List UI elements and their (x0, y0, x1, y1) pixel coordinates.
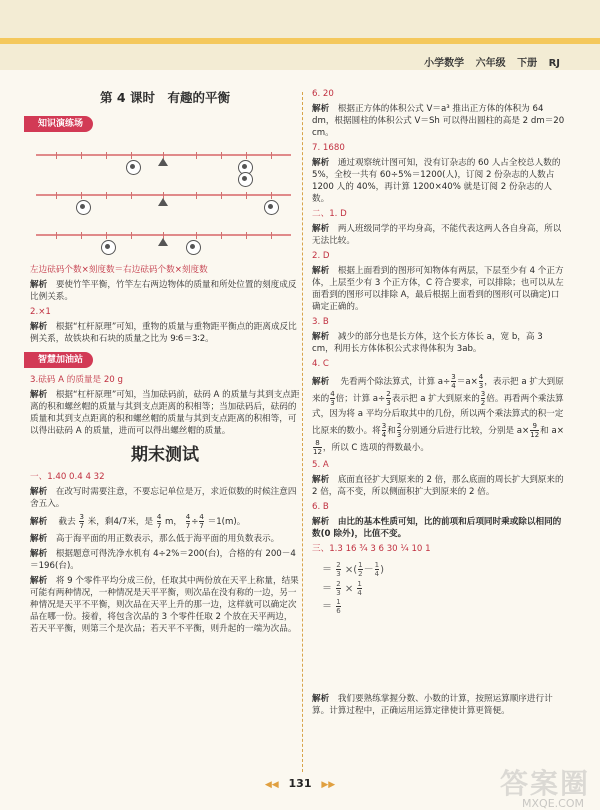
calc-work-area: ＝ $\frac{2}{3}$ ×( $\frac{1}{2}$ － $\frac{1}{4}$ ) ＝ $\frac{2}{3}$ × $\frac{1}{4}$ ＝ $\frac{1}{6}$ (322, 561, 384, 615)
weight-icon (126, 160, 141, 175)
fraction: $\frac{3}{2}$ (480, 390, 486, 407)
header-grade: 六年级 (475, 58, 506, 69)
left-column: 第 4 课时 有趣的平衡 知识演练场 左边砝码个数×刻度数＝右边砝码个数×刻度数 解析 要使竹竿平衡，竹竿左右两边物体的质量和所处位置的刻度成反比例关系。 2.×1 解析 根据“杠杆原理”可知，重物的质量与重物距平衡点的距离成反比例关系，故铁块和石块的质量之比为 9∶6＝3∶2。 智慧加油站 3.砝码 A 的质量是 20 g 解析 根据“杠杆原理”可知，当加砝码前，砝码 A 的质量与其到支点距离的积和螺丝帽的质量与其到支点距离的积相等；当加砝码后，砝码的质量和其到支点距离的积和螺丝帽的质量与其到支点距离的积相等，可以得出砝码 A 的质量，进而可以得出螺丝帽的质量。 期末测试 一、1.40 0.4 4 32 解析 在改写时需要注意，不要忘记单位是万，求近似数的时候注意四舍五入。 解析 截去 $\frac{3}{7}$ 米，剩4/7米，是 $\frac{4}{7}$ m， $\frac{4}{7}$ ÷ $\frac{4}{7}$ ＝1(m)。 解析 高于海平面的用正数表示，那么低于海平面的用负数表示。 解析 根据题意可得洗净水机有 4÷2%＝200(台)，合格的有 200－4＝196(台)。 解析 将 9 个零件平均分成三份，任取其中两份放在天平上称量，结果可能有两种情况，一种情况是天平平衡，则次品在没有称的一边，另一种情况是天平不平衡，则次品在天平上升的那一边，这样就可以确定次品在哪一份。接着，将包含次品的 3 个零件任取 2 个放在天平两边，若天平平衡，则第三个是次品；若天平不平衡，则升起的一端为次品。 (30, 88, 300, 638)
calc-answer: 三、1.3 16 ¾ 3 6 30 ¼ 10 1 (312, 544, 431, 554)
q10-answer: 3. B (312, 317, 329, 327)
fraction: $\frac{2}{3}$ (386, 390, 391, 407)
q12-answer: 5. A (312, 460, 329, 470)
section-banner-boost: 智慧加油站 (24, 352, 93, 368)
q3-analysis: 根据“杠杆原理”可知，当加砝码前，砝码 A 的质量与其到支点距离的积和螺丝帽的质量与其到支点距离的积相等；当加砝码后，砝码的质量和其到支点距离的积和螺丝帽的质量与其到支点距离的积相等，可以得出砝码 A 的质量，进而可以得出螺丝帽的质量。 (30, 390, 300, 436)
fraction: $\frac{3}{7}$ (79, 513, 84, 530)
q8-analysis: 两人班级同学的平均身高，不能代表这两人各自身高，所以无法比较。 (312, 224, 562, 246)
fraction: $\frac{3}{4}$ (381, 422, 387, 439)
lesson-title: 第 4 课时 有趣的平衡 (100, 90, 230, 105)
q13-analysis: 由比的基本性质可知，比的前项和后项同时乘或除以相同的数(0 除外)，比值不变。 (312, 517, 562, 539)
page-number-text: 131 (288, 777, 312, 790)
lever-3 (36, 234, 291, 236)
top-stripe (0, 38, 600, 44)
e2-text: 米，剩4/7米，是 (87, 517, 154, 527)
watermark-logo: 答案圈 (499, 767, 590, 800)
pivot-icon (158, 238, 168, 246)
fraction: $\frac{4}{3}$ (478, 373, 484, 390)
e5-analysis: 将 9 个零件平均分成三份，任取其中两份放在天平上称量，结果可能有两种情况，一种情况是天平平衡，则次品在没有称的一边，另一种情况是天平不平衡，则次品在天平上升的那一边，这样就可以确定次品在哪一份。接着，将包含次品的 3 个零件任取 2 个放在天平两边，若天平平衡，则第三个是次品；若天平不平衡，则升起的一端为次品。 (30, 576, 299, 634)
e2-text: m， (165, 517, 182, 527)
q3-answer: 3.砝码 A 的质量是 20 g (30, 375, 123, 385)
e2-text: 截去 (58, 517, 76, 527)
page-header (416, 54, 560, 69)
q7-analysis: 通过观察统计图可知，没有订杂志的 60 人占全校总人数的 5%，全校一共有 60÷5%＝1200(人)，订阅 2 份杂志的人数占 1200 人的 40%，再计算 1200×40% 就是订阅 2 份杂志的人数。 (312, 158, 561, 204)
q2-analysis: 根据“杠杆原理”可知，重物的质量与重物距平衡点的距离成反比例关系，故铁块和石块的质量之比为 9∶6＝3∶2。 (30, 322, 297, 344)
lever-diagrams (30, 138, 300, 260)
e1-answer: 一、1.40 0.4 4 32 (30, 472, 105, 482)
fraction: $\frac{4}{7}$ (199, 513, 204, 530)
q2-answer: 2.×1 (30, 307, 51, 317)
pivot-icon (158, 158, 168, 166)
weight-icon (186, 240, 201, 255)
lever-1 (36, 154, 291, 156)
weight-icon (101, 240, 116, 255)
q9-answer: 2. D (312, 251, 330, 261)
fraction: $\frac{4}{7}$ (156, 513, 162, 530)
e4-analysis: 根据题意可得洗净水机有 4÷2%＝200(台)，合格的有 200－4＝196(台)。 (30, 549, 296, 571)
q10-analysis: 减少的部分也是长方体，这个长方体长 a，宽 b，高 3 cm，利用长方体体积公式求得体积为 3ab。 (312, 332, 543, 354)
fraction: $\frac{3}{4}$ (451, 373, 456, 390)
header-subject: 小学数学 (424, 58, 465, 69)
q9-analysis: 根据上面看到的图形可知物体有两层，下层至少有 4 个正方体，上层至少有 3 个正方体，C 符合要求，可以排除；也可以从左面看到的图形可以排除 A，最后根据上面看到的图形(可以确定)口确定正确的。 (312, 266, 564, 312)
header-edition: RJ (548, 58, 560, 69)
header-volume: 下册 (517, 58, 538, 69)
watermark-url: MXQE.COM (522, 797, 584, 810)
q1-analysis: 要使竹竿平衡，竹竿左右两边物体的质量和所处位置的刻度成反比例关系。 (30, 280, 297, 302)
q13-answer: 6. B (312, 502, 329, 512)
q8-answer: 二、1. D (312, 209, 347, 219)
weight-icon (264, 200, 279, 215)
section-banner-practice: 知识演练场 (24, 116, 93, 132)
lever-2 (36, 194, 291, 196)
pivot-icon (158, 198, 168, 206)
weight-icon (238, 172, 253, 187)
fraction: $\frac{4}{3}$ (330, 390, 335, 407)
fraction: $\frac{9}{12}$ (530, 422, 540, 439)
fraction: $\frac{2}{3}$ (396, 422, 402, 439)
fraction: $\frac{4}{7}$ (185, 513, 191, 530)
q1-note: 左边砝码个数×刻度数＝右边砝码个数×刻度数 (30, 265, 208, 275)
right-column: 6. 20 解析 根据正方体的体积公式 V＝a³ 推出正方体的体积为 64 dm，根据圆柱的体积公式 V＝Sh 可以得出圆柱的高是 2 dm＝20 cm。 7. 1680 解析 通过观察统计图可知，没有订杂志的 60 人占全校总人数的 5%，全校一共有 60÷5%＝1200(人)，订阅 2 份杂志的人数占 1200 人的 40%，再计算 1200×40% 就是订阅 2 份杂志的人数。 二、1. D 解析 两人班级同学的平均身高，不能代表这两人各自身高，所以无法比较。 2. D 解析 根据上面看到的图形可知物体有两层，下层至少有 4 个正方体，上层至少有 3 个正方体，C 符合要求，可以排除；也可以从左面看到的图形可以排除 A，最后根据上面看到的图形(可以确定)口确定正确的。 3. B 解析 减少的部分也是长方体，这个长方体长 a，宽 b，高 3 cm，利用长方体体积公式求得体积为 3ab。 4. C 解析 先看两个除法算式，计算 a÷ $\frac{3}{4}$ ＝a× $\frac{4}{3}$ ，表示把 a 扩大到原来的 $\frac{4}{3}$ 倍；计算 a÷ $\frac{2}{3}$ 表示把 a 扩大到原来的 $\frac{3}{2}$ 倍。再看两个乘法算式，因为将 a 平均分后取其中的几份，所以两个乘法算式的积一定比原来的数小。将 $\frac{3}{4}$ 和 $\frac{2}{3}$ 分别通分后进行比较，分别是 a× $\frac{9}{12}$ 和 a× $\frac{8}{12}$ ，所以 C 选项的得数最小。 5. A 解析 底面直径扩大到原来的 2 倍，那么底面的周长扩大到原来的 2 倍，高不变，所以侧面积扩大到原来的 2 倍。 6. B 解析 由比的基本性质可知，比的前项和后项同时乘或除以相同的数(0 除外)，比值不变。 三、1.3 16 ¾ 3 6 30 ¼ 10 1 ＝ $\frac{2}{3}$ ×( $\frac{1}{2}$ － $\frac{1}{4}$ ) ＝ $\frac{2}{3}$ × $\frac{1}{4}$ ＝ $\frac{1}{6}$ 解析 我们要熟练掌握分数、小数的计算，按照运算顺序进行计算。计算过程中，正确运用运算定律使计算更简便。 (312, 89, 565, 716)
prev-arrows-icon: ◀◀ (264, 780, 279, 790)
q7-answer: 7. 1680 (312, 143, 345, 153)
q6-answer: 6. 20 (312, 89, 334, 99)
e2-text: ＝1(m)。 (207, 517, 246, 527)
q12-analysis: 底面直径扩大到原来的 2 倍，那么底面的周长扩大到原来的 2 倍，高不变，所以侧面积扩大到原来的 2 倍。 (312, 475, 564, 497)
next-arrows-icon: ▶▶ (321, 780, 336, 790)
fraction: $\frac{8}{12}$ (313, 439, 322, 456)
e1-analysis: 在改写时需要注意，不要忘记单位是万，求近似数的时候注意四舍五入。 (30, 487, 297, 509)
column-divider (302, 92, 303, 772)
q11-answer: 4. C (312, 359, 329, 369)
exam-title: 期末测试 (131, 445, 199, 465)
weight-icon (76, 200, 91, 215)
e3-analysis: 高于海平面的用正数表示，那么低于海平面的用负数表示。 (55, 534, 280, 544)
calc-analysis: 我们要熟练掌握分数、小数的计算，按照运算顺序进行计算。计算过程中，正确运用运算定律使计算更简便。 (312, 693, 553, 716)
q6-analysis: 根据正方体的体积公式 V＝a³ 推出正方体的体积为 64 dm，根据圆柱的体积公式 V＝Sh 可以得出圆柱的高是 2 dm＝20 cm。 (312, 104, 565, 138)
